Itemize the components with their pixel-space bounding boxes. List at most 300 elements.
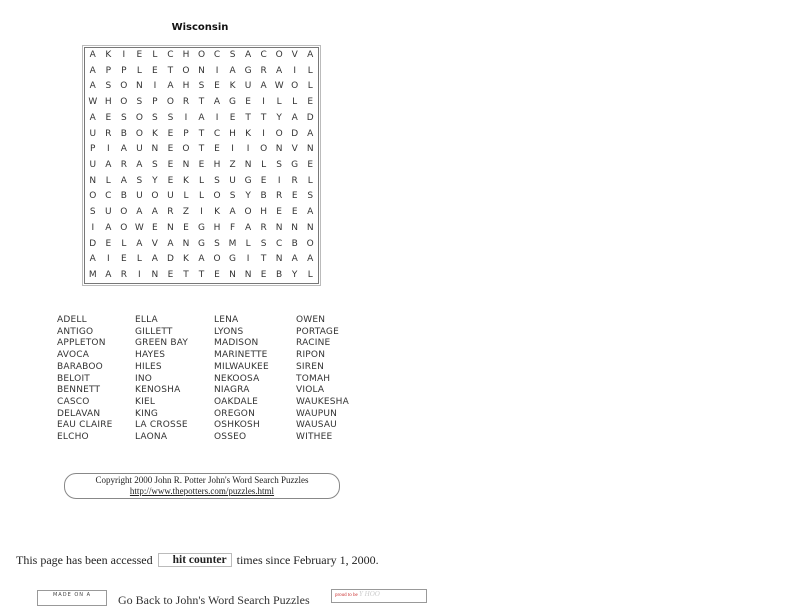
grid-cell: A [136, 238, 143, 249]
word-list-column-4 [296, 315, 349, 444]
word-list-item: OAKDALE [214, 396, 259, 407]
grid-cell: G [291, 160, 299, 171]
grid-cell: S [152, 160, 158, 171]
grid-cell: T [198, 144, 205, 155]
grid-cell: S [120, 112, 127, 123]
grid-cell: A [136, 160, 143, 171]
grid-cell: S [229, 50, 236, 60]
grid-cell: L [152, 50, 158, 60]
grid-cell: E [276, 207, 282, 218]
grid-cell: G [244, 175, 252, 186]
grid-cell: E [167, 128, 174, 139]
grid-cell: E [183, 222, 189, 233]
grid-cell: H [213, 160, 221, 171]
grid-cell: D [306, 112, 314, 123]
word-list-item: MARINETTE [214, 350, 268, 361]
grid-cell: N [291, 222, 299, 233]
hit-counter-image: hit counter [158, 553, 232, 567]
word-list-item: HAYES [135, 350, 166, 361]
grid-cell: G [229, 97, 237, 108]
grid-cell: N [229, 270, 236, 281]
grid-cell: A [198, 254, 205, 265]
grid-cell: L [105, 175, 111, 186]
grid-cell: A [151, 207, 158, 218]
word-list-item: NIAGRA [214, 385, 250, 396]
grid-cell: S [136, 175, 143, 186]
grid-cell: O [135, 128, 143, 139]
grid-cell: S [105, 81, 112, 92]
word-list-item: VIOLA [296, 385, 325, 396]
word-list-item: TOMAH [296, 373, 331, 384]
grid-cell: O [291, 81, 299, 92]
word-list-item: LAONA [135, 432, 168, 443]
word-list-item: MILWAUKEE [214, 361, 269, 372]
word-list-item: KIEL [135, 396, 156, 407]
grid-cell: I [153, 81, 157, 92]
word-list-column-1 [57, 315, 113, 444]
grid-cell: R [182, 97, 190, 108]
grid-cell: U [89, 160, 97, 171]
word-list-item: BENNETT [57, 385, 101, 396]
grid-cell: A [213, 97, 221, 108]
word-list-item: PORTAGE [296, 326, 339, 337]
grid-cell: B [120, 128, 127, 139]
grid-cell: K [245, 128, 252, 139]
grid-cell: I [246, 144, 250, 155]
grid-row [85, 79, 318, 95]
grid-cell: I [91, 222, 95, 233]
grid-cell: S [152, 112, 158, 123]
grid-cell: S [307, 191, 314, 202]
grid-cell: U [89, 128, 97, 139]
grid-cell: A [151, 254, 158, 265]
grid-cell: R [276, 191, 283, 202]
word-list-item: DELAVAN [57, 408, 101, 419]
grid-cell: N [275, 222, 283, 233]
grid-cell: U [167, 191, 174, 202]
made-on-label: MADE ON A [52, 592, 92, 598]
grid-cell: E [120, 254, 127, 265]
grid-cell: T [167, 65, 174, 76]
grid-row [85, 205, 318, 221]
grid-cell: E [167, 160, 174, 171]
grid-cell: S [136, 97, 143, 108]
word-list-item: GREEN BAY [135, 338, 189, 349]
grid-cell: N [151, 270, 159, 281]
grid-cell: Y [245, 191, 251, 202]
grid-cell: B [291, 238, 298, 249]
grid-cell: T [245, 112, 251, 123]
grid-cell: N [167, 222, 174, 233]
grid-cell: O [213, 191, 221, 202]
grid-cell: O [182, 65, 190, 76]
grid-cell: A [260, 81, 267, 92]
grid-cell: O [244, 207, 252, 218]
grid-cell: Y [152, 175, 158, 186]
back-to-puzzles-link[interactable]: Go Back to John's Word Search Puzzles [118, 593, 310, 607]
grid-row [85, 142, 318, 158]
grid-cell: N [244, 270, 252, 281]
grid-cell: N [182, 238, 190, 249]
grid-cell: N [306, 222, 314, 233]
grid-cell: V [291, 50, 298, 60]
grid-cell: I [122, 50, 126, 60]
grid-row [85, 127, 318, 143]
word-list-item: KENOSHA [135, 385, 181, 396]
grid-row [85, 221, 318, 237]
word-list-item: WAUKESHA [296, 396, 349, 407]
grid-cell: P [105, 65, 112, 76]
grid-cell: M [88, 270, 97, 281]
grid-cell: E [307, 97, 314, 108]
word-list-item: ADELL [57, 315, 87, 325]
grid-cell: O [275, 50, 283, 60]
word-list-item: INO [135, 373, 153, 384]
word-list-item: MADISON [214, 338, 259, 349]
grid-cell: A [229, 65, 236, 76]
grid-cell: L [183, 191, 189, 202]
grid-cell: I [246, 254, 250, 265]
grid-cell: O [120, 207, 128, 218]
grid-cell: K [151, 128, 158, 139]
grid-cell: A [229, 207, 236, 218]
grid-cell: G [244, 65, 252, 76]
grid-cell: N [244, 160, 252, 171]
grid-cell: O [275, 128, 283, 139]
access-prefix: This page has been accessed [16, 553, 153, 567]
grid-cell: S [229, 191, 236, 202]
access-counter-line [16, 553, 379, 568]
grid-cell: E [105, 112, 112, 123]
grid-cell: A [244, 222, 252, 233]
grid-cell: K [229, 81, 236, 92]
grid-cell: O [89, 191, 97, 202]
grid-cell: O [151, 191, 159, 202]
word-list-item: AVOCA [57, 350, 90, 361]
grid-cell: H [260, 207, 267, 218]
grid-cell: I [293, 65, 296, 76]
word-list-item: ANTIGO [57, 326, 94, 337]
grid-cell: I [138, 270, 141, 281]
grid-cell: T [260, 112, 267, 123]
word-list-item: GILLETT [135, 326, 173, 337]
grid-cell: A [276, 65, 283, 76]
grid-cell: T [198, 270, 205, 281]
grid-cell: N [275, 254, 283, 265]
word-list-column-3 [214, 315, 269, 444]
grid-cell: A [105, 222, 112, 233]
grid-row [85, 237, 318, 253]
grid-cell: A [89, 112, 96, 123]
grid-cell: I [215, 112, 219, 123]
grid-cell: E [214, 144, 220, 155]
grid-cell: I [200, 207, 203, 218]
made-on-a-mac-badge[interactable] [37, 590, 107, 606]
grid-cell: P [152, 97, 158, 108]
grid-cell: A [198, 112, 205, 123]
grid-cell: A [167, 81, 174, 92]
grid-cell: P [90, 144, 96, 155]
word-list-item: OWEN [296, 315, 326, 325]
copyright-box [64, 473, 340, 499]
grid-cell: U [136, 191, 143, 202]
grid-row [85, 174, 318, 190]
grid-cell: Y [276, 112, 282, 123]
grid-cell: E [260, 175, 267, 186]
grid-cell: E [245, 97, 251, 108]
grid-cell: E [167, 270, 174, 281]
grid-cell: T [198, 97, 205, 108]
grid-cell: A [307, 207, 314, 218]
grid-cell: O [120, 81, 128, 92]
grid-cell: L [121, 238, 127, 249]
grid-cell: U [105, 207, 112, 218]
grid-cell: A [89, 81, 96, 92]
grid-cell: C [275, 238, 283, 249]
grid-cell: D [166, 254, 174, 265]
grid-cell: L [136, 65, 142, 76]
word-list-item: NEKOOSA [214, 373, 260, 384]
grid-cell: V [151, 238, 158, 249]
word-list-item: BELOIT [57, 373, 90, 384]
grid-cell: E [260, 270, 267, 281]
grid-cell: M [228, 238, 237, 249]
grid-cell: S [214, 238, 220, 249]
grid-cell: A [105, 160, 112, 171]
grid-cell: U [229, 175, 236, 186]
word-list-item: WAUPUN [296, 408, 338, 419]
grid-cell: L [261, 160, 267, 171]
word-list-item: RACINE [296, 338, 331, 349]
grid-cell: I [184, 112, 188, 123]
grid-cell: O [306, 238, 314, 249]
grid-cell: K [183, 175, 189, 186]
grid-cell: A [291, 112, 298, 123]
grid-cell: V [291, 144, 298, 155]
puzzles-url-link[interactable]: http://www.thepotters.com/puzzles.html [129, 486, 275, 496]
word-list-item: OSHKOSH [214, 420, 260, 431]
grid-cell: S [260, 238, 267, 249]
grid-cell: N [151, 144, 159, 155]
word-list-item: OREGON [214, 408, 256, 419]
grid-cell: C [167, 50, 174, 60]
proud-label: proud to be [335, 593, 358, 598]
grid-cell: O [197, 50, 206, 60]
grid-cell: E [307, 160, 314, 171]
grid-cell: S [276, 160, 282, 171]
word-list-item: ELLA [135, 315, 158, 325]
grid-cell: E [167, 144, 174, 155]
grid-cell: C [213, 50, 221, 60]
grid-cell: A [89, 254, 96, 265]
grid-cell: R [167, 207, 174, 218]
grid-cell: E [214, 81, 220, 92]
grid-row [85, 48, 318, 64]
word-list-item: EAU CLAIRE [57, 420, 113, 431]
grid-cell: I [231, 144, 234, 155]
grid-cell: N [275, 144, 283, 155]
grid-cell: H [182, 81, 190, 92]
grid-cell: L [245, 238, 251, 249]
grid-cell: H [229, 128, 236, 139]
grid-cell: L [307, 81, 313, 92]
grid-cell: E [214, 270, 220, 281]
grid-cell: S [214, 175, 220, 186]
grid-cell: E [198, 160, 205, 171]
word-list-item: OSSEO [214, 432, 247, 443]
grid-cell: F [229, 222, 236, 233]
grid-row [85, 158, 318, 174]
grid-cell: C [105, 191, 112, 202]
grid-cell: P [121, 65, 127, 76]
grid-cell: S [89, 207, 96, 218]
word-list-item: LA CROSSE [135, 420, 188, 431]
grid-cell: L [276, 97, 282, 108]
grid-cell: E [152, 222, 158, 233]
grid-cell: O [120, 222, 128, 233]
copyright-text: Copyright 2000 John R. Potter John's Word Search Puzzles [95, 475, 309, 485]
grid-cell: I [106, 144, 110, 155]
grid-cell: L [307, 175, 313, 186]
grid-cell: E [167, 175, 174, 186]
grid-cell: A [136, 207, 143, 218]
proud-ghost-logo: Y HOO [359, 590, 380, 598]
grid-cell: A [307, 128, 314, 139]
grid-cell: L [198, 191, 204, 202]
grid-cell: I [262, 97, 265, 108]
grid-cell: E [105, 238, 112, 249]
grid-row [85, 268, 318, 284]
grid-cell: I [277, 175, 281, 186]
puzzle-title: Wisconsin [171, 22, 229, 33]
grid-cell: A [89, 65, 96, 76]
grid-cell: A [105, 270, 112, 281]
grid-cell: B [260, 191, 267, 202]
grid-cell: L [136, 254, 142, 265]
grid-cell: O [135, 112, 143, 123]
grid-cell: H [213, 222, 221, 233]
grid-cell: L [198, 175, 204, 186]
grid-cell: N [182, 160, 190, 171]
grid-cell: R [260, 65, 267, 76]
grid-cell: O [120, 97, 128, 108]
grid-cell: E [291, 207, 298, 218]
word-list-item: APPLETON [57, 338, 106, 349]
grid-cell: E [136, 50, 143, 60]
grid-cell: T [198, 128, 205, 139]
grid-cell: S [167, 112, 174, 123]
grid-cell: K [105, 50, 112, 60]
grid-cell: E [152, 65, 158, 76]
grid-cell: P [183, 128, 189, 139]
grid-cell: O [260, 144, 268, 155]
grid-cell: H [104, 97, 112, 108]
word-list-column-2 [135, 315, 188, 444]
grid-cell: A [120, 175, 127, 186]
word-list-item: HILES [135, 361, 162, 372]
grid-cell: K [214, 207, 220, 218]
grid-row [85, 64, 318, 80]
word-search-grid [84, 47, 319, 284]
grid-cell: L [307, 65, 313, 76]
grid-cell: A [167, 238, 174, 249]
word-list-item: ELCHO [57, 432, 89, 443]
grid-cell: S [198, 81, 205, 92]
grid-cell: U [244, 81, 252, 92]
grid-cell: I [262, 128, 265, 139]
grid-cell: I [215, 65, 219, 76]
word-list-item: KING [135, 408, 159, 419]
grid-cell: R [291, 175, 298, 186]
grid-cell: H [182, 50, 190, 60]
grid-cell: T [183, 270, 189, 281]
grid-cell: N [135, 81, 143, 92]
grid-cell: L [292, 97, 298, 108]
grid-cell: I [106, 254, 110, 265]
word-list-item: BARABOO [57, 361, 103, 372]
grid-cell: O [166, 97, 174, 108]
grid-cell: A [307, 50, 314, 60]
grid-cell: R [105, 128, 112, 139]
grid-cell: N [198, 65, 205, 76]
grid-cell: U [136, 144, 143, 155]
grid-cell: Z [182, 207, 190, 218]
grid-cell: A [291, 254, 298, 265]
grid-cell: C [260, 50, 267, 60]
grid-cell: G [229, 254, 237, 265]
word-list-item: RIPON [296, 350, 326, 361]
grid-row [85, 111, 318, 127]
grid-cell: D [291, 128, 299, 139]
grid-cell: W [274, 81, 284, 92]
grid-cell: R [120, 160, 127, 171]
grid-row [85, 189, 318, 205]
proud-to-be-badge[interactable] [331, 589, 427, 603]
grid-cell: A [89, 50, 96, 60]
grid-cell: N [306, 144, 314, 155]
grid-cell: C [213, 128, 221, 139]
grid-cell: A [244, 50, 252, 60]
grid-cell: A [120, 144, 127, 155]
word-list-item: CASCO [57, 396, 90, 407]
grid-cell: K [183, 254, 189, 265]
grid-cell: E [229, 112, 236, 123]
grid-cell: G [197, 222, 205, 233]
word-list-item: WITHEE [296, 432, 333, 443]
grid-cell: A [307, 254, 314, 265]
grid-cell: N [89, 175, 97, 186]
grid-cell: L [307, 270, 313, 281]
grid-cell: E [291, 191, 298, 202]
word-list-item: WAUSAU [296, 420, 337, 431]
grid-cell: R [260, 222, 267, 233]
grid-row [85, 95, 318, 111]
grid-cell: W [88, 97, 98, 108]
grid-cell: T [260, 254, 267, 265]
grid-cell: W [134, 222, 144, 233]
grid-cell: Y [291, 270, 298, 281]
grid-cell: G [197, 238, 205, 249]
grid-cell: Z [229, 160, 236, 171]
grid-cell: O [182, 144, 190, 155]
word-list-item: LYONS [214, 326, 244, 337]
grid-cell: O [213, 254, 221, 265]
word-list-item: LENA [214, 315, 239, 325]
word-list-item: SIREN [296, 361, 325, 372]
grid-cell: B [120, 191, 127, 202]
grid-cell: R [120, 270, 127, 281]
grid-cell: D [89, 238, 97, 249]
